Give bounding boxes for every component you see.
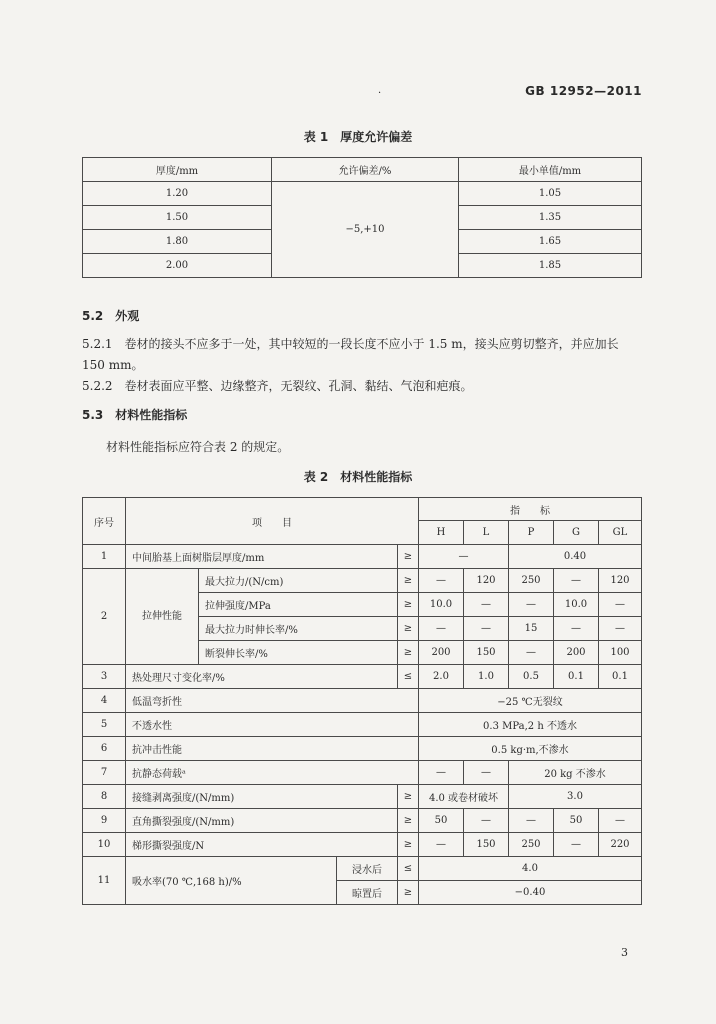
material-properties-table — [82, 497, 642, 905]
header-cell: GL — [599, 521, 642, 545]
header-cell: 指 标 — [419, 498, 642, 521]
cell: 2.0 — [419, 665, 464, 689]
cell: — — [509, 593, 554, 617]
header-cell: P — [509, 521, 554, 545]
table-row — [83, 809, 642, 833]
cell: 4 — [83, 689, 126, 713]
cell: 7 — [83, 761, 126, 785]
cell: 50 — [419, 809, 464, 833]
table-row — [83, 689, 642, 713]
cell: 中间胎基上面树脂层厚度/mm — [126, 545, 398, 569]
cell: — — [599, 617, 642, 641]
cell: ≤ — [398, 665, 419, 689]
cell: 1.05 — [459, 182, 642, 206]
table-row — [83, 713, 642, 737]
header-cell: L — [464, 521, 509, 545]
page-number: 3 — [621, 946, 628, 959]
cell: 0.5 kg·m,不渗水 — [419, 737, 642, 761]
cell: 1.85 — [459, 254, 642, 278]
header-cell: 序号 — [83, 498, 126, 545]
cell: 200 — [554, 641, 599, 665]
cell: — — [554, 617, 599, 641]
cell: — — [464, 617, 509, 641]
table-row — [83, 785, 642, 809]
cell: 4.0 — [419, 857, 642, 881]
cell: 不透水性 — [126, 713, 419, 737]
cell: — — [509, 641, 554, 665]
cell: 220 — [599, 833, 642, 857]
header-cell: 项 目 — [126, 498, 419, 545]
cell: 20 kg 不渗水 — [509, 761, 642, 785]
table-row — [83, 737, 642, 761]
cell: ≥ — [398, 881, 419, 905]
cell: 2.00 — [83, 254, 272, 278]
table2-caption: 表 2 材料性能指标 — [303, 470, 413, 484]
cell: −25 ℃无裂纹 — [419, 689, 642, 713]
cell: — — [599, 593, 642, 617]
cell: — — [464, 809, 509, 833]
cell: 1.65 — [459, 230, 642, 254]
table-row — [83, 665, 642, 689]
cell: ≥ — [398, 833, 419, 857]
cell: 150 — [464, 641, 509, 665]
cell: 低温弯折性 — [126, 689, 419, 713]
cell: −5,+10 — [272, 182, 459, 278]
cell: 吸水率(70 ℃,168 h)/% — [126, 857, 337, 905]
cell: 50 — [554, 809, 599, 833]
table-row — [83, 857, 642, 881]
cell: −0.40 — [419, 881, 642, 905]
header-cell: 最小单值/mm — [459, 158, 642, 182]
cell: 直角撕裂强度/(N/mm) — [126, 809, 398, 833]
table-row — [83, 182, 642, 206]
cell: — — [419, 617, 464, 641]
cell: — — [419, 569, 464, 593]
cell: 2 — [83, 569, 126, 665]
thickness-tolerance-table — [82, 157, 642, 278]
cell: 200 — [419, 641, 464, 665]
table-row — [83, 569, 642, 593]
cell: 9 — [83, 809, 126, 833]
cell: ≥ — [398, 641, 419, 665]
cell: 梯形撕裂强度/N — [126, 833, 398, 857]
cell: ≥ — [398, 545, 419, 569]
cell: 0.5 — [509, 665, 554, 689]
cell: 断裂伸长率/% — [199, 641, 398, 665]
cell: 8 — [83, 785, 126, 809]
cell: ≥ — [398, 593, 419, 617]
cell: 抗冲击性能 — [126, 737, 419, 761]
cell: 15 — [509, 617, 554, 641]
cell: 0.1 — [554, 665, 599, 689]
paragraph: 材料性能指标应符合表 2 的规定。 — [106, 440, 290, 454]
cell: 最大拉力/(N/cm) — [199, 569, 398, 593]
cell: 3 — [83, 665, 126, 689]
cell: 1 — [83, 545, 126, 569]
cell: 1.20 — [83, 182, 272, 206]
standard-number: GB 12952—2011 — [525, 84, 642, 98]
cell: 250 — [509, 569, 554, 593]
section-heading: 5.3 材料性能指标 — [82, 408, 188, 422]
cell: 浸水后 — [337, 857, 398, 881]
cell: 10.0 — [419, 593, 464, 617]
cell: 晾置后 — [337, 881, 398, 905]
table-header-row — [83, 498, 642, 521]
cell: 0.40 — [509, 545, 642, 569]
cell: 120 — [464, 569, 509, 593]
section-heading: 5.2 外观 — [82, 309, 140, 323]
table-row — [83, 833, 642, 857]
cell: 接缝剥离强度/(N/mm) — [126, 785, 398, 809]
cell: 11 — [83, 857, 126, 905]
cell: ≥ — [398, 809, 419, 833]
cell: — — [509, 809, 554, 833]
paragraph: 5.2.2 卷材表面应平整、边缘整齐，无裂纹、孔洞、黏结、气泡和疤痕。 — [82, 379, 473, 393]
table-row — [83, 545, 642, 569]
cell: 100 — [599, 641, 642, 665]
header-cell: G — [554, 521, 599, 545]
cell: ≥ — [398, 617, 419, 641]
cell: 120 — [599, 569, 642, 593]
cell: — — [419, 761, 464, 785]
cell: 4.0 或卷材破坏 — [419, 785, 509, 809]
cell: 1.0 — [464, 665, 509, 689]
cell: 250 — [509, 833, 554, 857]
table-header-row — [83, 158, 642, 182]
cell: 0.1 — [599, 665, 642, 689]
header-cell: 厚度/mm — [83, 158, 272, 182]
cell: — — [419, 833, 464, 857]
cell: 1.80 — [83, 230, 272, 254]
cell: 10.0 — [554, 593, 599, 617]
cell: 150 — [464, 833, 509, 857]
cell: 5 — [83, 713, 126, 737]
header-cell: H — [419, 521, 464, 545]
table1-caption: 表 1 厚度允许偏差 — [303, 130, 413, 144]
cell: 热处理尺寸变化率/% — [126, 665, 398, 689]
cell: — — [599, 809, 642, 833]
cell: — — [419, 545, 509, 569]
paragraph: 5.2.1 卷材的接头不应多于一处，其中较短的一段长度不应小于 1.5 m，接头应剪切整齐，并应加长 150 mm。 — [82, 337, 619, 372]
cell: — — [554, 833, 599, 857]
cell: 10 — [83, 833, 126, 857]
header-cell: 允许偏差/% — [272, 158, 459, 182]
cell: 抗静态荷载ᵃ — [126, 761, 419, 785]
cell: 1.50 — [83, 206, 272, 230]
cell: 6 — [83, 737, 126, 761]
table-row — [83, 761, 642, 785]
cell: — — [554, 569, 599, 593]
cell: 0.3 MPa,2 h 不透水 — [419, 713, 642, 737]
cell: 3.0 — [509, 785, 642, 809]
cell: 拉伸性能 — [126, 569, 199, 665]
cell: ≥ — [398, 569, 419, 593]
cell: ≤ — [398, 857, 419, 881]
cell: ≥ — [398, 785, 419, 809]
header-dot: · — [378, 88, 382, 99]
cell: — — [464, 761, 509, 785]
cell: 1.35 — [459, 206, 642, 230]
cell: 最大拉力时伸长率/% — [199, 617, 398, 641]
cell: — — [464, 593, 509, 617]
cell: 拉伸强度/MPa — [199, 593, 398, 617]
